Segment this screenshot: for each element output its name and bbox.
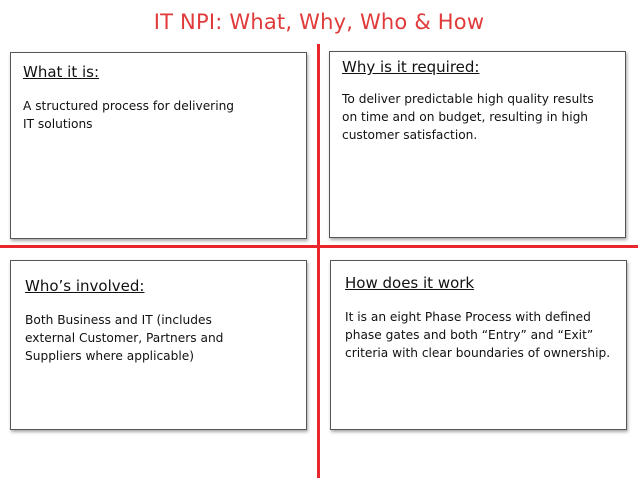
what-it-is-heading: What it is:	[23, 63, 100, 81]
whos-involved-text: Both Business and IT (includes external Customer, Partners and Suppliers where applicable)	[25, 313, 224, 363]
what-it-is-box	[10, 52, 307, 239]
why-required-heading: Why is it required:	[342, 58, 480, 76]
why-required-box	[329, 51, 626, 238]
whos-involved-box	[10, 260, 307, 430]
what-it-is-text: A structured process for delivering IT solutions	[23, 99, 235, 131]
slide-title: IT NPI: What, Why, Who & How	[153, 10, 485, 34]
horizontal-divider-line	[0, 245, 638, 248]
vertical-divider-line	[317, 44, 320, 478]
why-required-text: To deliver predictable high quality results on time and on budget, resulting in high customer satisfaction.	[342, 92, 594, 142]
how-it-works-box	[330, 260, 627, 430]
how-it-works-text: It is an eight Phase Process with defined phase gates and both “Entry” and “Exit” criteria with clear boundaries of ownership.	[345, 310, 611, 360]
whos-involved-heading: Who’s involved:	[25, 277, 145, 295]
how-it-works-heading: How does it work	[345, 274, 475, 292]
